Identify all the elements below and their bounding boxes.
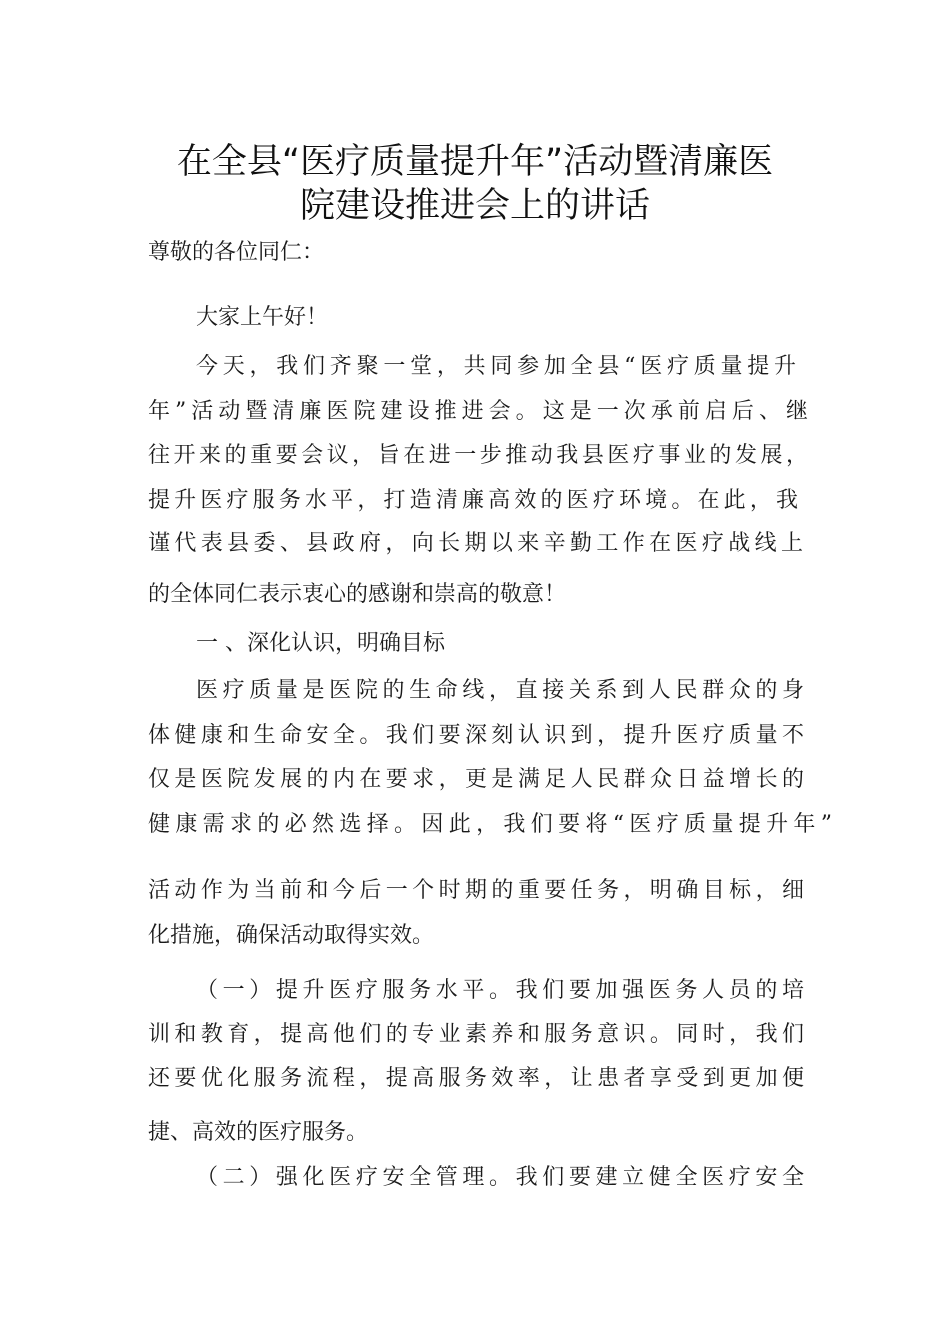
intro-line: 谨代表县委、县政府，向长期以来辛勤工作在医疗战线上 bbox=[148, 531, 803, 556]
section-paragraph-line: 仅是医院发展的内在要求，更是满足人民群众日益增长的 bbox=[148, 767, 804, 792]
item-paragraph-line: 捷、高效的医疗服务。 bbox=[148, 1120, 369, 1145]
section-paragraph-line: 化措施，确保活动取得实效。 bbox=[148, 923, 435, 948]
section-heading: 一 、深化认识，明确目标 bbox=[196, 631, 445, 656]
salutation: 尊敬的各位同仁： bbox=[148, 240, 325, 265]
document-title-line-2: 院建设推进会上的讲话 bbox=[299, 186, 650, 226]
intro-line: 往开来的重要会议，旨在进一步推动我县医疗事业的发展， bbox=[148, 443, 808, 468]
item-paragraph-line: （二）强化医疗安全管理。我们要建立健全医疗安全 bbox=[196, 1165, 804, 1190]
section-paragraph-line: 活动作为当前和今后一个时期的重要任务，明确目标，细 bbox=[148, 878, 804, 903]
document-title-line-1: 在全县“医疗质量提升年”活动暨清廉医 bbox=[176, 142, 774, 182]
section-paragraph-line: 医疗质量是医院的生命线，直接关系到人民群众的身 bbox=[196, 678, 804, 703]
item-paragraph-line: 训和教育，提高他们的专业素养和服务意识。同时，我们 bbox=[148, 1022, 804, 1047]
intro-line: 今天，我们齐聚一堂，共同参加全县“医疗质量提升 bbox=[196, 354, 796, 379]
section-paragraph-line: 体健康和生命安全。我们要深刻认识到，提升医疗质量不 bbox=[148, 723, 804, 748]
greeting: 大家上午好！ bbox=[196, 305, 329, 330]
intro-line: 提升医疗服务水平，打造清廉高效的医疗环境。在此，我 bbox=[148, 488, 798, 513]
item-paragraph-line: （一）提升医疗服务水平。我们要加强医务人员的培 bbox=[196, 978, 804, 1003]
item-paragraph-line: 还要优化服务流程，提高服务效率，让患者享受到更加便 bbox=[148, 1066, 804, 1091]
section-paragraph-line: 健康需求的必然选择。因此，我们要将“医疗质量提升年” bbox=[148, 812, 832, 837]
intro-line: 年”活动暨清廉医院建设推进会。这是一次承前启后、继 bbox=[148, 399, 808, 424]
intro-line: 的全体同仁表示衷心的感谢和崇高的敬意！ bbox=[148, 582, 567, 607]
